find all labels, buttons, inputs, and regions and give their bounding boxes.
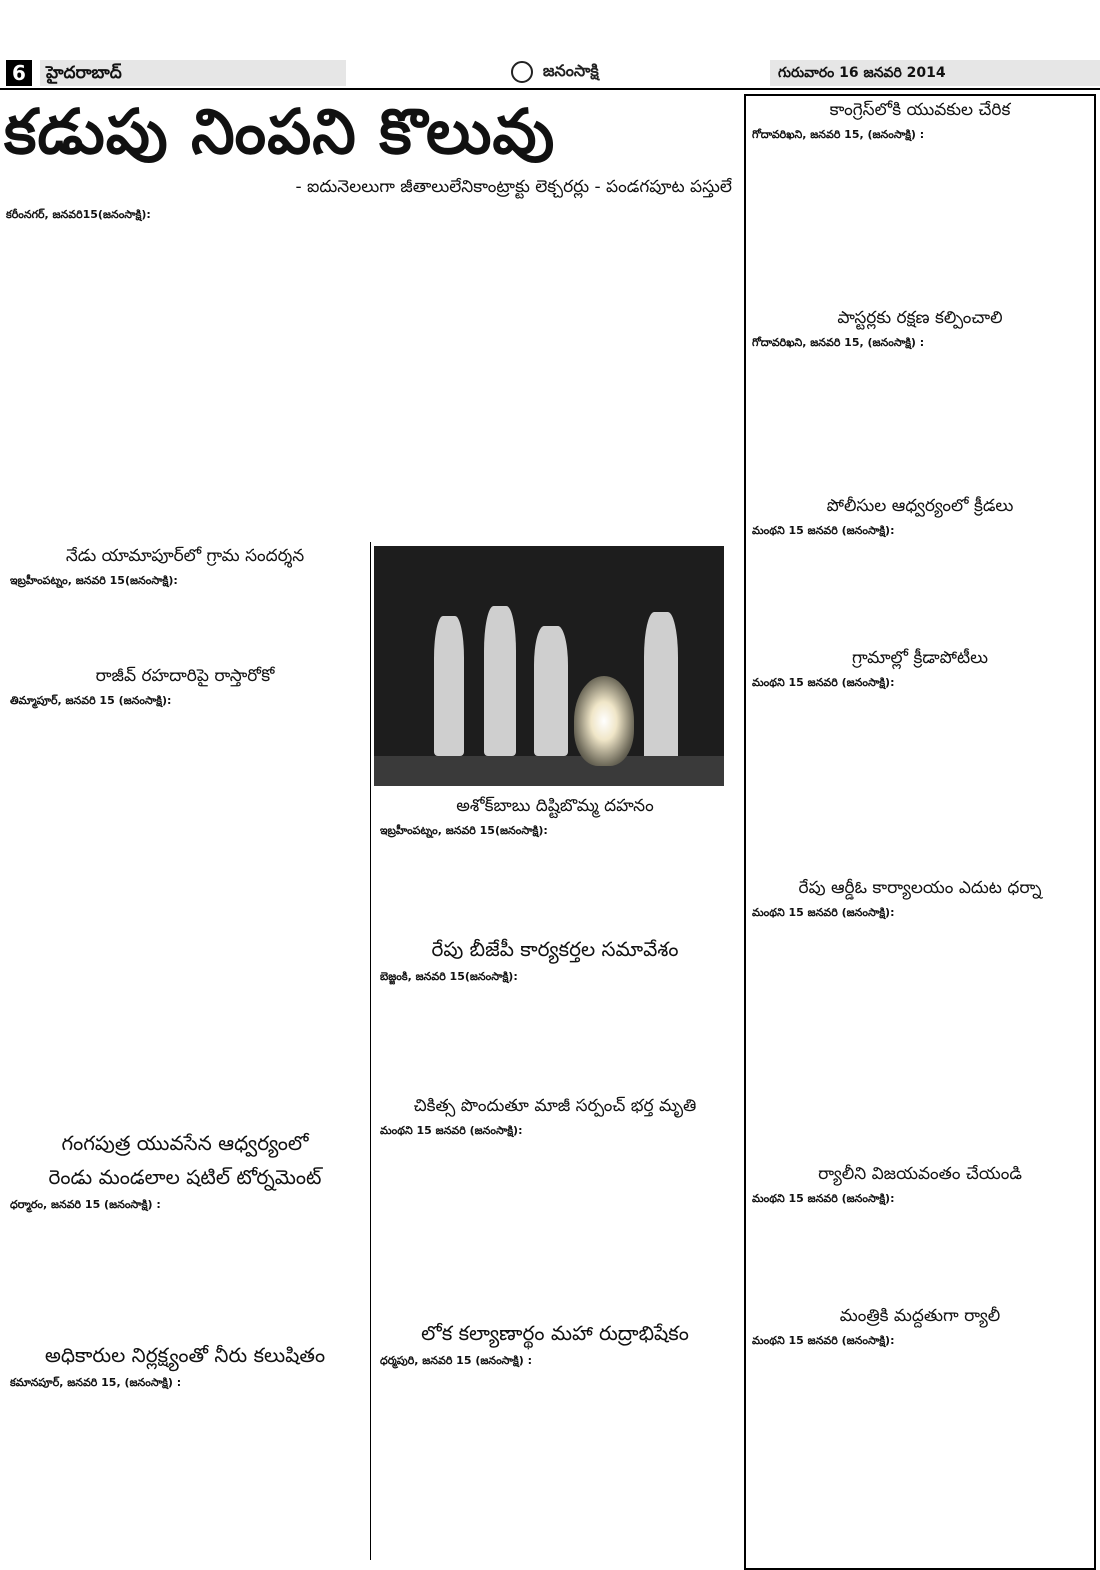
- article-rdo-dharna: [746, 874, 1094, 1158]
- article-headline: ర్యాలీని విజయవంతం చేయండి: [818, 1164, 1022, 1184]
- lead-subhead: - ఐదునెలలుగా జీతాలులేనికాంట్రాక్టు లెక్చరర్లు - పండగపూట పస్తులే: [295, 177, 732, 197]
- logo-text: జనంసాక్షి: [542, 61, 599, 80]
- article-congress: [746, 96, 1094, 302]
- lead-headline: కడుపు నింపని కొలువు: [4, 95, 556, 168]
- article-dateline: మంథని 15 జనవరి (జనంసాక్షి):: [752, 1192, 895, 1205]
- article-headline-second-line: రెండు మండలాల షటిల్ టోర్నమెంట్: [48, 1165, 322, 1189]
- photo-figure: [434, 616, 464, 756]
- article-police-sports: [746, 492, 1094, 642]
- article-headline: పాస్టర్లకు రక్షణ కల్పించాలి: [837, 308, 1003, 328]
- article-dateline: గోదావరిఖని, జనవరి 15, (జనంసాక్షి) :: [752, 336, 925, 349]
- article-minister-rally: [746, 1302, 1094, 1566]
- article-dateline: కమానపూర్, జనవరి 15, (జనంసాక్షి) :: [10, 1376, 182, 1389]
- article-dateline: ధర్మపురి, జనవరి 15 (జనంసాక్షి) :: [380, 1354, 533, 1367]
- photo-ground: [374, 756, 724, 786]
- article-headline: అధికారుల నిర్లక్ష్యంతో నీరు కలుషితం: [44, 1343, 326, 1367]
- logo-emblem-icon: [511, 61, 533, 83]
- photo-figure: [644, 612, 678, 762]
- article-shuttle: [4, 1126, 366, 1336]
- article-dateline: మంథని 15 జనవరి (జనంసాక్షి):: [752, 524, 895, 537]
- article-headline: గ్రామాల్లో క్రీడాపోటీలు: [851, 648, 989, 668]
- article-headline: రేపు బీజేపీ కార్యకర్తల సమావేశం: [431, 937, 679, 961]
- article-dateline: ఇబ్రహీంపట్నం, జనవరి 15(జనంసాక్షి):: [380, 824, 548, 837]
- column-rule: [370, 542, 371, 1560]
- article-rudrabhishekam: [374, 1316, 736, 1560]
- article-bjp-meeting: [374, 932, 736, 1090]
- article-headline: పోలీసుల ఆధ్వర్యంలో క్రీడలు: [826, 496, 1014, 516]
- issue-date: గురువారం 16 జనవరి 2014: [770, 60, 1100, 86]
- edition-city: హైదరాబాద్: [40, 60, 346, 86]
- article-dateline: గోదావరిఖని, జనవరి 15, (జనంసాక్షి) :: [752, 128, 925, 141]
- article-headline: మంత్రికి మద్దతుగా ర్యాలీ: [839, 1306, 1001, 1326]
- article-dateline: మంథని 15 జనవరి (జనంసాక్షి):: [752, 676, 895, 689]
- article-headline: కాంగ్రెస్‌లోకి యువకుల చేరిక: [829, 100, 1011, 120]
- article-dateline: బెజ్జంకి, జనవరి 15(జనంసాక్షి):: [380, 970, 518, 983]
- article-pastors: [746, 304, 1094, 490]
- bonfire-flame: [574, 676, 634, 766]
- news-photo: [374, 546, 724, 786]
- article-dateline: ధర్మారం, జనవరి 15 (జనంసాక్షి) :: [10, 1198, 161, 1211]
- article-headline: గంగపుత్ర యువసేన ఆధ్వర్యంలో: [61, 1131, 309, 1155]
- masthead-rule: [0, 88, 1100, 90]
- page-number: 6: [6, 60, 32, 86]
- article-sarpanch-death: [374, 1092, 736, 1314]
- article-dateline: మంథని 15 జనవరి (జనంసాక్షి):: [380, 1124, 523, 1137]
- article-village-sports: [746, 644, 1094, 872]
- article-dateline: మంథని 15 జనవరి (జనంసాక్షి):: [752, 1334, 895, 1347]
- article-headline: రాజీవ్ రహదారిపై రాస్తారోకో: [95, 666, 275, 686]
- article-headline: చికిత్స పొందుతూ మాజీ సర్పంచ్ భర్త మృతి: [413, 1096, 697, 1116]
- lead-body: [6, 206, 734, 506]
- article-dateline: మంథని 15 జనవరి (జనంసాక్షి):: [752, 906, 895, 919]
- article-headline: రేపు ఆర్డీఓ కార్యాలయం ఎదుట ధర్నా: [798, 878, 1042, 898]
- article-effigy: [374, 792, 736, 930]
- photo-figure: [484, 606, 516, 756]
- article-dateline: ఇబ్రహీంపట్నం, జనవరి 15(జనంసాక్షి):: [10, 574, 178, 587]
- article-yamapur: [4, 542, 366, 660]
- article-water: [4, 1338, 366, 1560]
- article-rasta-roko: [4, 662, 366, 1124]
- lead-story: [0, 94, 740, 536]
- article-dateline: తిమ్మాపూర్, జనవరి 15 (జనంసాక్షి):: [10, 694, 172, 707]
- article-headline: అశోక్‌బాబు దిష్టిబొమ్మ దహనం: [456, 796, 654, 816]
- newspaper-logo: [490, 56, 620, 86]
- masthead: [0, 0, 1100, 92]
- article-headline: నేడు యామాపూర్‌లో గ్రామ సందర్శన: [65, 546, 305, 566]
- lead-dateline: కరీంనగర్, జనవరి15(జనంసాక్షి):: [6, 208, 151, 221]
- article-rally-success: [746, 1160, 1094, 1300]
- photo-figure: [534, 626, 568, 756]
- article-headline: లోక కల్యాణార్థం మహా రుద్రాభిషేకం: [421, 1321, 689, 1345]
